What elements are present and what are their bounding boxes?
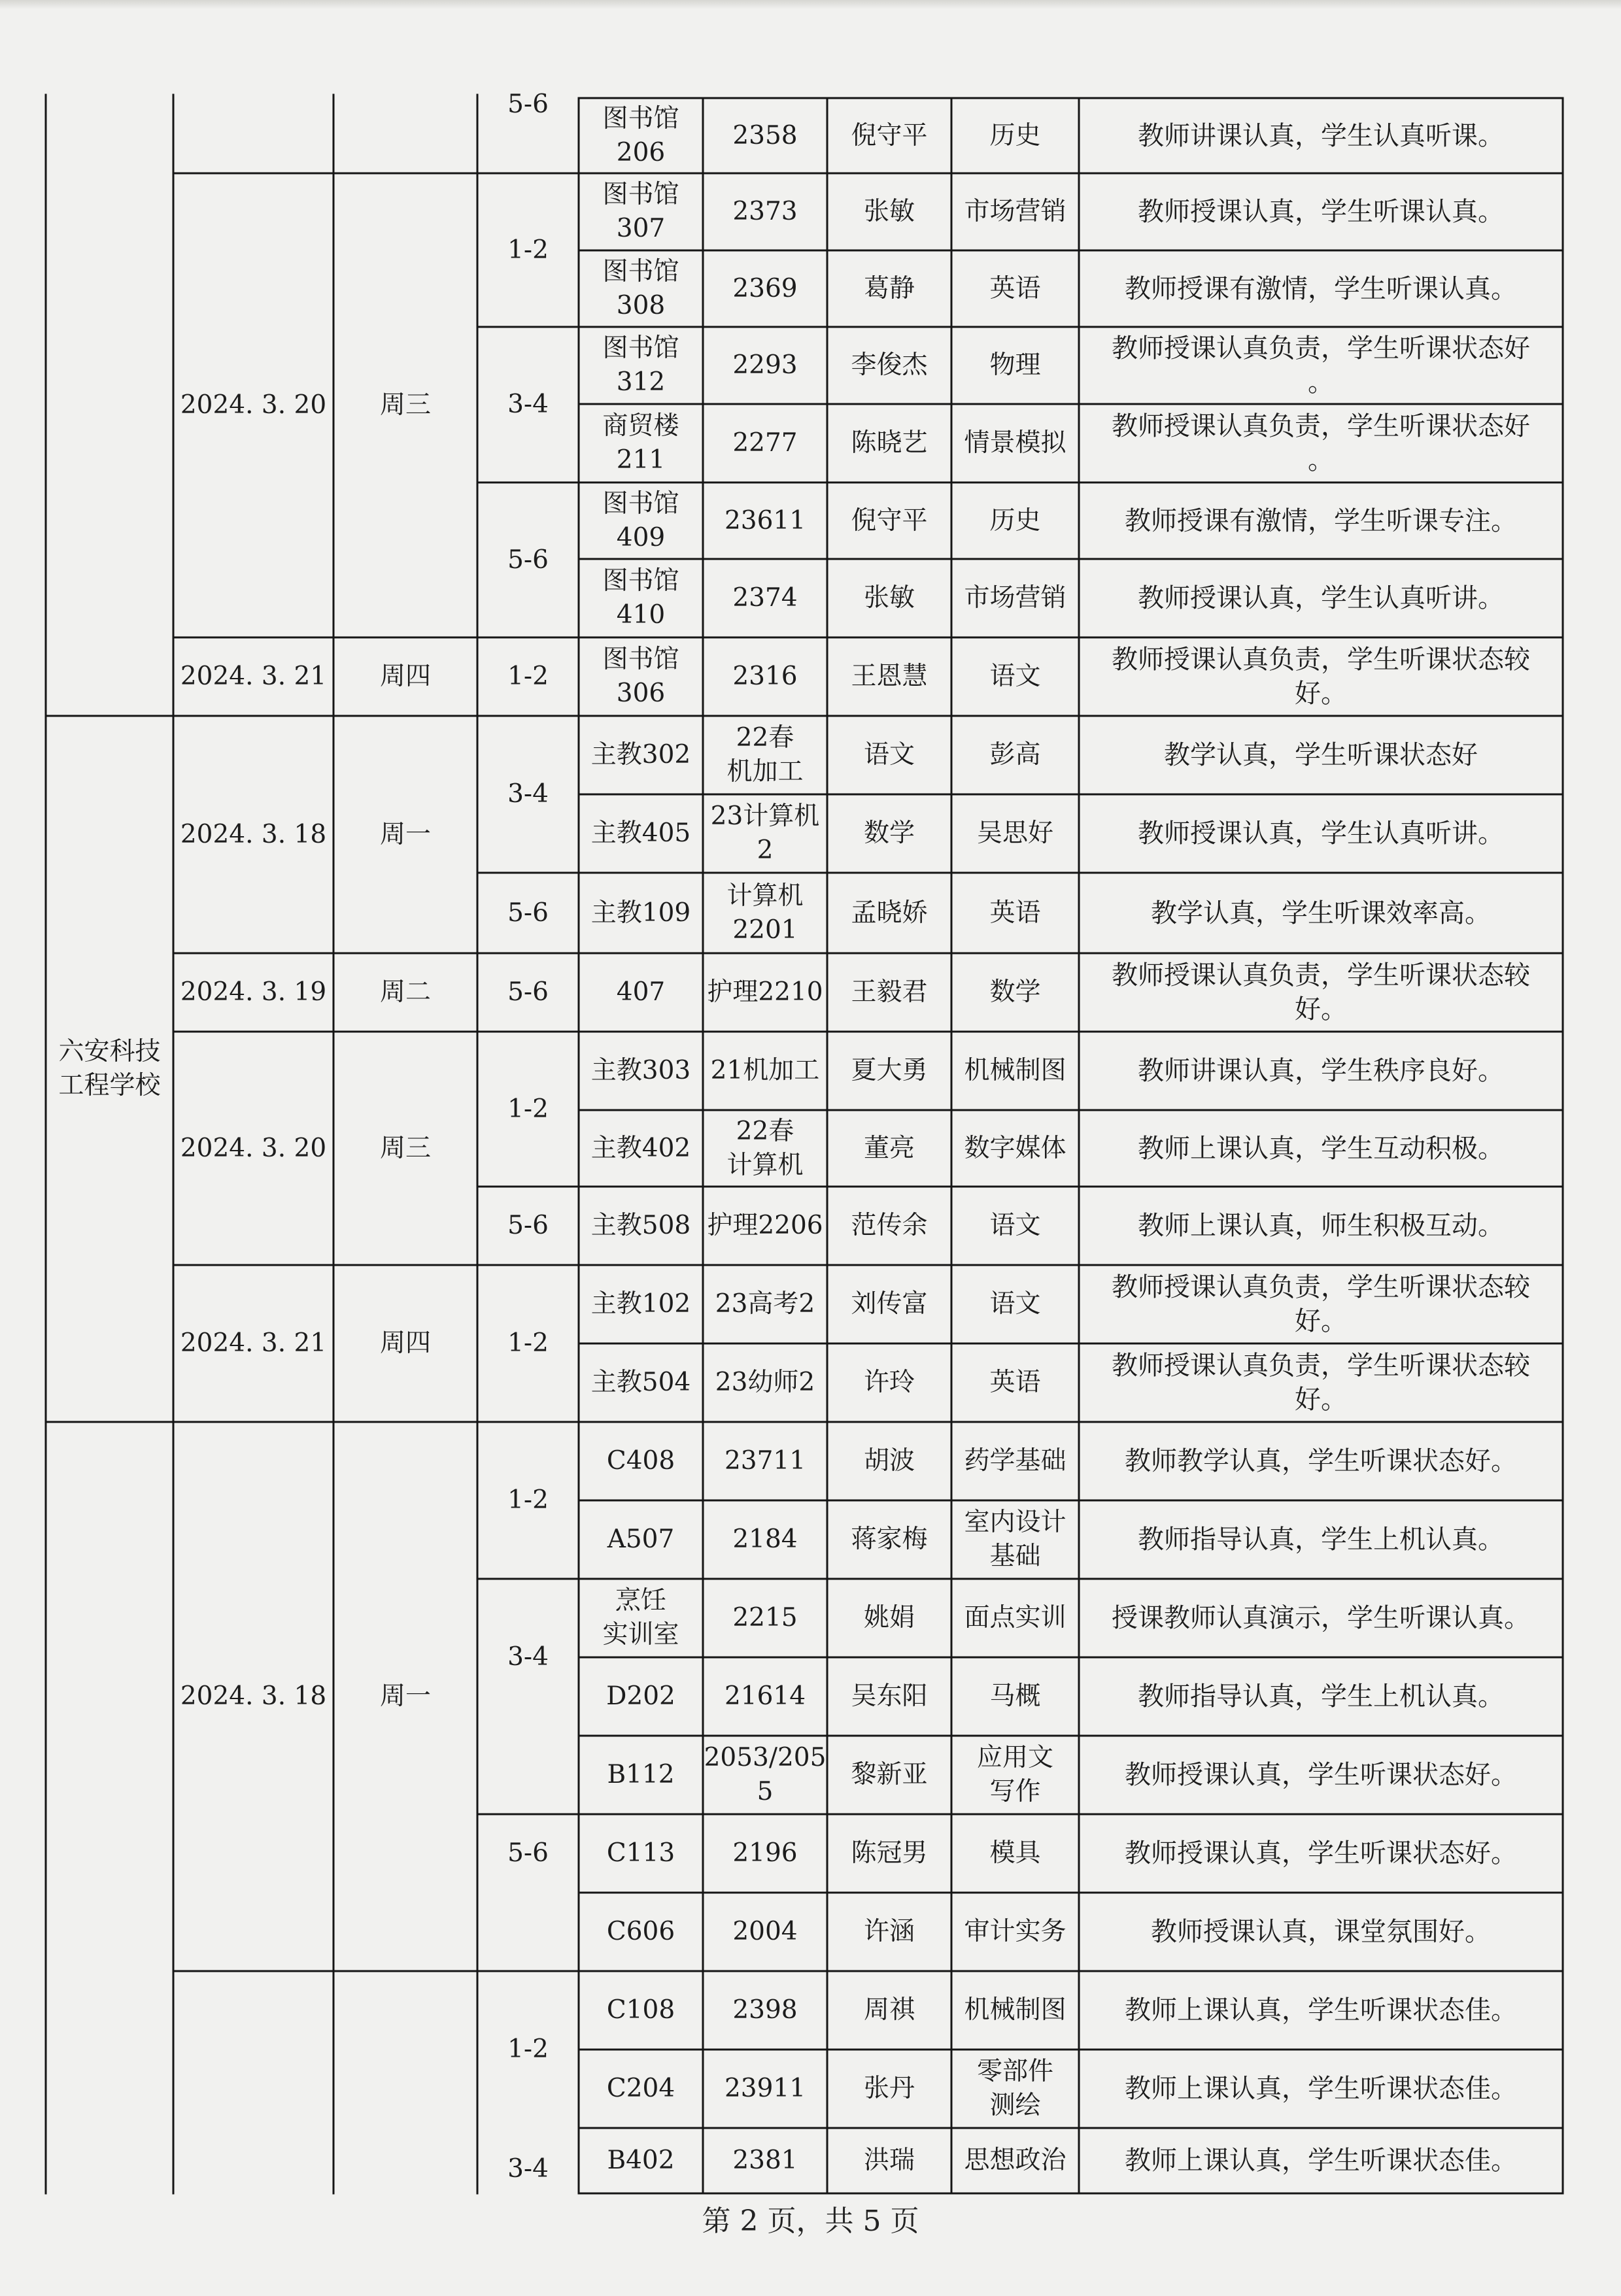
remark-cell: 教师授课认真，学生听课状态好。 — [1125, 1838, 1517, 1868]
room-cell: 烹饪 实训室 — [602, 1586, 679, 1649]
period-cell: 1-2 — [507, 1328, 549, 1358]
class-cell: 护理2206 — [707, 1211, 823, 1240]
class-cell: 2293 — [732, 350, 798, 380]
course-cell: 市场营销 — [964, 583, 1066, 613]
course-cell: 历史 — [989, 120, 1041, 150]
remark-cell: 教师授课认真，学生认真听讲。 — [1138, 819, 1504, 849]
room-cell: A507 — [607, 1525, 675, 1554]
weekday-cell: 周四 — [379, 662, 431, 691]
class-cell: 计算机 2201 — [726, 881, 804, 945]
course-cell: 语文 — [989, 1211, 1041, 1240]
teacher-cell: 倪守平 — [851, 120, 928, 150]
teacher-cell: 陈冠男 — [851, 1838, 928, 1868]
period-cell: 5-6 — [507, 90, 549, 119]
course-cell: 物理 — [989, 350, 1041, 380]
remark-cell: 教师指导认真，学生上机认真。 — [1138, 1525, 1504, 1555]
weekday-cell: 周三 — [379, 390, 431, 420]
remark-cell: 教师授课认真，课堂氛围好。 — [1151, 1917, 1491, 1947]
class-cell: 23911 — [724, 2074, 806, 2103]
class-cell: 23计算机 2 — [710, 802, 820, 865]
remark-cell: 教师指导认真，学生上机认真。 — [1138, 1681, 1504, 1712]
room-cell: 主教405 — [590, 819, 691, 848]
teacher-cell: 许涵 — [863, 1917, 915, 1946]
teacher-cell: 许玲 — [863, 1368, 915, 1397]
room-cell: 图书馆 410 — [602, 566, 679, 630]
date-cell: 2024. 3. 21 — [180, 1328, 327, 1358]
room-cell: 主教504 — [590, 1368, 691, 1397]
period-cell: 5-6 — [507, 1838, 549, 1868]
course-cell: 英语 — [989, 273, 1041, 303]
remark-cell: 教师上课认真，师生积极互动。 — [1138, 1211, 1504, 1241]
room-cell: C108 — [606, 1995, 675, 2025]
remark-cell: 教师授课认真，学生听课状态好。 — [1125, 1760, 1517, 1790]
teacher-cell: 蒋家梅 — [851, 1525, 928, 1554]
room-cell: 主教508 — [590, 1211, 691, 1240]
teacher-cell: 王毅君 — [851, 977, 928, 1007]
date-cell: 2024. 3. 18 — [180, 819, 327, 849]
room-cell: 407 — [616, 977, 666, 1007]
course-cell: 彭高 — [989, 740, 1041, 769]
page-footer: 第 2 页，共 5 页 — [702, 2204, 919, 2238]
course-cell: 英语 — [989, 1368, 1041, 1397]
room-cell: C113 — [606, 1838, 675, 1868]
weekday-cell: 周一 — [379, 1681, 431, 1711]
class-cell: 2358 — [732, 120, 798, 150]
period-cell: 3-4 — [507, 2153, 549, 2184]
date-cell: 2024. 3. 20 — [180, 1133, 327, 1163]
teacher-cell: 张丹 — [863, 2074, 915, 2103]
teacher-cell: 语文 — [863, 740, 915, 769]
room-cell: 主教402 — [590, 1133, 691, 1163]
school-cell: 六安科技 工程学校 — [58, 1037, 161, 1100]
class-cell: 21机加工 — [710, 1056, 820, 1085]
period-cell: 1-2 — [507, 1094, 549, 1124]
room-cell: 主教302 — [590, 740, 691, 769]
course-cell: 吴思好 — [976, 819, 1053, 848]
teacher-cell: 葛静 — [863, 273, 915, 303]
course-cell: 市场营销 — [964, 197, 1066, 226]
course-cell: 模具 — [989, 1838, 1041, 1868]
teacher-cell: 陈晓艺 — [851, 428, 928, 458]
date-cell: 2024. 3. 19 — [180, 977, 327, 1007]
teacher-cell: 胡波 — [863, 1446, 915, 1476]
class-cell: 2316 — [732, 662, 798, 691]
remark-cell: 教师授课有激情，学生听课认真。 — [1125, 273, 1517, 304]
teacher-cell: 张敏 — [863, 197, 915, 226]
remark-cell: 教师授课认真负责，学生听课状态好 。 — [1112, 411, 1530, 475]
class-cell: 2184 — [732, 1525, 798, 1554]
remark-cell: 教师上课认真，学生互动积极。 — [1138, 1133, 1504, 1164]
period-cell: 1-2 — [507, 2034, 549, 2064]
course-cell: 语文 — [989, 662, 1041, 691]
remark-cell: 教学认真，学生听课效率高。 — [1151, 898, 1491, 928]
period-cell: 1-2 — [507, 235, 549, 265]
room-cell: D202 — [606, 1681, 675, 1711]
course-cell: 机械制图 — [964, 1056, 1066, 1085]
teacher-cell: 王恩慧 — [851, 662, 928, 691]
teacher-cell: 刘传富 — [851, 1289, 928, 1319]
teacher-cell: 姚娟 — [863, 1603, 915, 1632]
period-cell: 3-4 — [507, 1642, 549, 1672]
remark-cell: 教师授课有激情，学生听课专注。 — [1125, 505, 1517, 536]
teacher-cell: 李俊杰 — [851, 350, 928, 380]
teacher-cell: 数学 — [863, 819, 915, 848]
period-cell: 1-2 — [507, 1485, 549, 1515]
room-cell: 商贸楼 211 — [602, 411, 679, 475]
remark-cell: 教师授课认真负责，学生听课状态好 。 — [1112, 333, 1530, 397]
class-cell: 2053/205 5 — [704, 1743, 827, 1806]
class-cell: 22春 计算机 — [726, 1116, 804, 1180]
class-cell: 22春 机加工 — [726, 723, 804, 786]
period-cell: 5-6 — [507, 545, 549, 575]
remark-cell: 教师上课认真，学生听课状态佳。 — [1125, 2146, 1517, 2176]
period-cell: 3-4 — [507, 390, 549, 419]
teacher-cell: 张敏 — [863, 583, 915, 613]
class-cell: 23高考2 — [715, 1289, 815, 1319]
period-cell: 3-4 — [507, 779, 549, 809]
weekday-cell: 周三 — [379, 1133, 431, 1163]
room-cell: 图书馆 306 — [602, 645, 679, 708]
room-cell: 主教303 — [590, 1056, 691, 1085]
date-cell: 2024. 3. 18 — [180, 1681, 327, 1711]
remark-cell: 授课教师认真演示，学生听课认真。 — [1112, 1603, 1530, 1633]
room-cell: 图书馆 206 — [602, 103, 679, 167]
course-cell: 审计实务 — [964, 1917, 1066, 1946]
teacher-cell: 洪瑞 — [863, 2146, 915, 2175]
class-cell: 2004 — [732, 1917, 798, 1946]
weekday-cell: 周四 — [379, 1328, 431, 1358]
class-cell: 2369 — [732, 273, 798, 303]
remark-cell: 教师讲课认真，学生秩序良好。 — [1138, 1056, 1504, 1086]
room-cell: C606 — [606, 1917, 675, 1946]
class-cell: 23幼师2 — [715, 1368, 815, 1397]
period-cell: 5-6 — [507, 898, 549, 928]
course-cell: 数字媒体 — [964, 1133, 1066, 1163]
room-cell: C408 — [606, 1446, 675, 1476]
teacher-cell: 周祺 — [863, 1995, 915, 2025]
class-cell: 2215 — [732, 1603, 798, 1632]
room-cell: 图书馆 308 — [602, 256, 679, 320]
room-cell: 图书馆 312 — [602, 333, 679, 397]
period-cell: 5-6 — [507, 977, 549, 1007]
class-cell: 23611 — [724, 505, 806, 535]
room-cell: B112 — [607, 1760, 675, 1789]
period-cell: 5-6 — [507, 1211, 549, 1240]
remark-cell: 教师上课认真，学生听课状态佳。 — [1125, 1995, 1517, 2025]
teacher-cell: 董亮 — [863, 1133, 915, 1163]
remark-cell: 教师上课认真，学生听课状态佳。 — [1125, 2074, 1517, 2104]
period-cell: 1-2 — [507, 662, 549, 691]
room-cell: 图书馆 409 — [602, 488, 679, 552]
remark-cell: 教师教学认真，学生听课状态好。 — [1125, 1446, 1517, 1476]
remark-cell: 教师授课认真，学生认真听讲。 — [1138, 583, 1504, 613]
room-cell: B402 — [607, 2146, 675, 2175]
remark-cell: 教师授课认真负责，学生听课状态较 好。 — [1112, 1351, 1530, 1415]
class-cell: 2381 — [732, 2146, 798, 2175]
date-cell: 2024. 3. 21 — [180, 662, 327, 691]
course-cell: 零部件 测绘 — [976, 2057, 1053, 2120]
remark-cell: 教学认真，学生听课状态好 — [1164, 740, 1478, 770]
course-cell: 室内设计 基础 — [964, 1508, 1066, 1571]
course-cell: 药学基础 — [964, 1446, 1066, 1476]
course-cell: 数学 — [989, 977, 1041, 1007]
room-cell: C204 — [606, 2074, 675, 2103]
course-cell: 机械制图 — [964, 1995, 1066, 2025]
class-cell: 2398 — [732, 1995, 798, 2025]
class-cell: 2374 — [732, 583, 798, 613]
course-cell: 历史 — [989, 505, 1041, 535]
course-cell: 语文 — [989, 1289, 1041, 1319]
room-cell: 主教109 — [590, 898, 691, 928]
course-cell: 情景模拟 — [964, 428, 1066, 458]
teacher-cell: 倪守平 — [851, 505, 928, 535]
course-cell: 英语 — [989, 898, 1041, 928]
remark-cell: 教师授课认真，学生听课认真。 — [1138, 197, 1504, 227]
teacher-cell: 孟晓娇 — [851, 898, 928, 928]
date-cell: 2024. 3. 20 — [180, 390, 327, 420]
class-cell: 21614 — [724, 1681, 806, 1711]
remark-cell: 教师授课认真负责，学生听课状态较 好。 — [1112, 960, 1530, 1024]
class-cell: 2277 — [732, 428, 798, 458]
class-cell: 2373 — [732, 197, 798, 226]
weekday-cell: 周二 — [379, 977, 431, 1007]
teacher-cell: 吴东阳 — [851, 1681, 928, 1711]
remark-cell: 教师授课认真负责，学生听课状态较 好。 — [1112, 645, 1530, 709]
teacher-cell: 夏大勇 — [851, 1056, 928, 1085]
course-cell: 思想政治 — [964, 2146, 1066, 2175]
course-cell: 马概 — [989, 1681, 1041, 1711]
teacher-cell: 黎新亚 — [851, 1760, 928, 1789]
room-cell: 图书馆 307 — [602, 180, 679, 243]
weekday-cell: 周一 — [379, 819, 431, 849]
class-cell: 2196 — [732, 1838, 798, 1868]
teacher-cell: 范传余 — [851, 1211, 928, 1240]
course-cell: 面点实训 — [964, 1603, 1066, 1632]
room-cell: 主教102 — [590, 1289, 691, 1319]
remark-cell: 教师讲课认真，学生认真听课。 — [1138, 120, 1504, 151]
class-cell: 护理2210 — [707, 977, 823, 1007]
course-cell: 应用文 写作 — [976, 1743, 1053, 1806]
class-cell: 23711 — [724, 1446, 806, 1476]
remark-cell: 教师授课认真负责，学生听课状态较 好。 — [1112, 1272, 1530, 1336]
